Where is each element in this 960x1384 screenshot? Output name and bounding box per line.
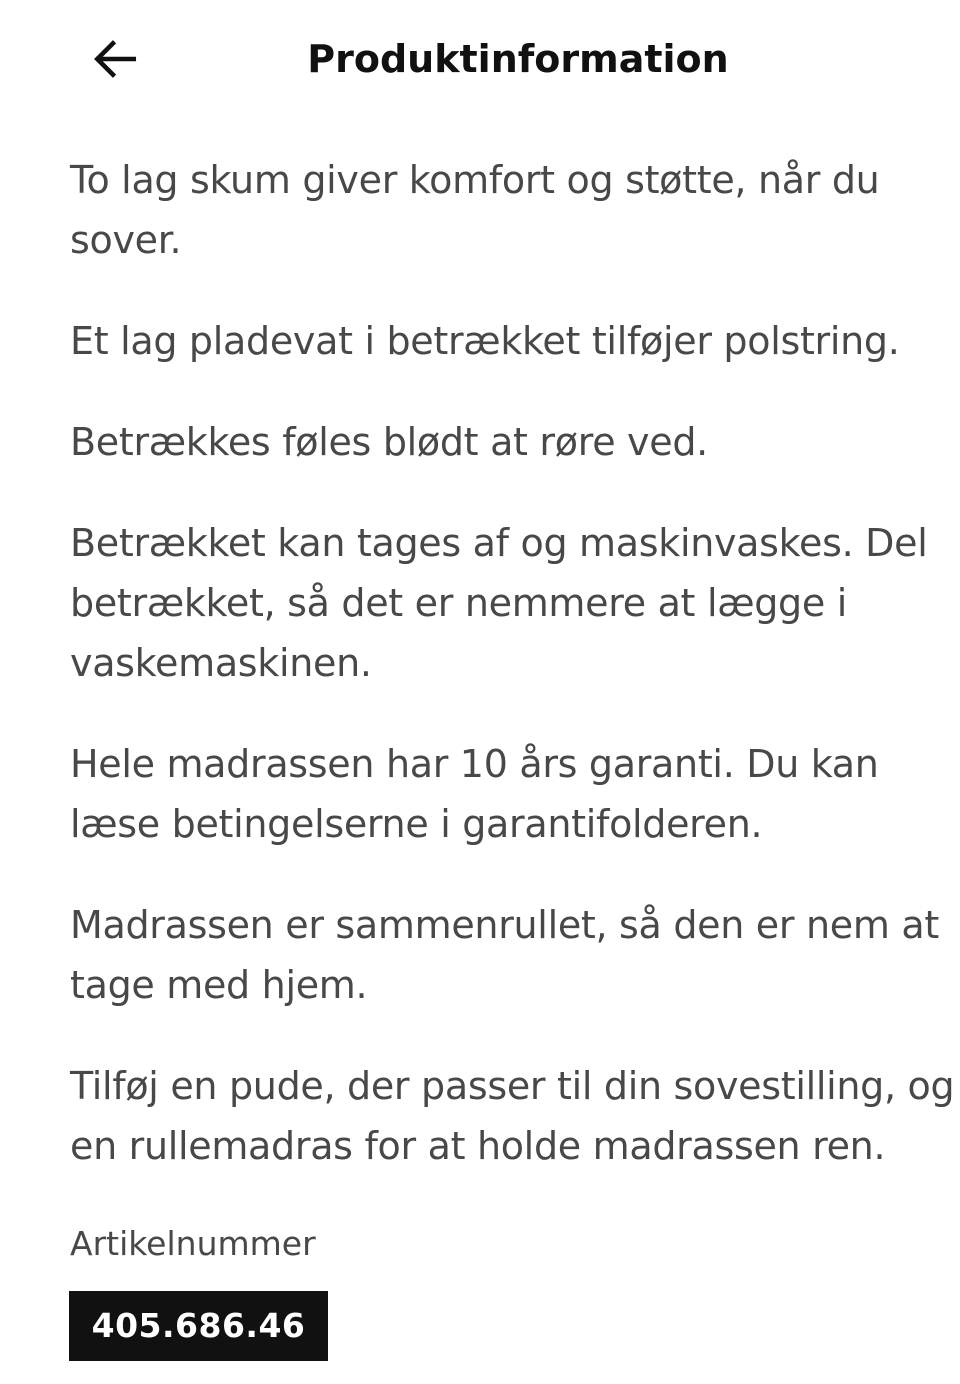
description-paragraph: Madrassen er sammenrullet, så den er nem at tage med hjem. (70, 903, 939, 1007)
app-header (0, 0, 960, 118)
product-description (70, 150, 955, 1217)
article-number-badge: 405.686.46 (69, 1291, 328, 1361)
article-number-label: Artikelnummer (70, 1224, 316, 1263)
description-paragraph: To lag skum giver komfort og støtte, når du sover. (70, 158, 880, 262)
description-paragraph: Tilføj en pude, der passer til din sovestilling, og en rullemadras for at holde madrassen ren. (70, 1064, 955, 1168)
description-paragraph: Betrækkes føles blødt at røre ved. (70, 420, 708, 464)
description-paragraph: Et lag pladevat i betrækket tilføjer polstring. (70, 319, 900, 363)
description-paragraph: Hele madrassen har 10 års garanti. Du kan læse betingelserne i garantifolderen. (70, 742, 879, 846)
description-paragraph: Betrækket kan tages af og maskinvaskes. Del betrækket, så det er nemmere at lægge i vaskemaskinen. (70, 521, 928, 685)
page-title: Produktinformation (307, 37, 729, 81)
